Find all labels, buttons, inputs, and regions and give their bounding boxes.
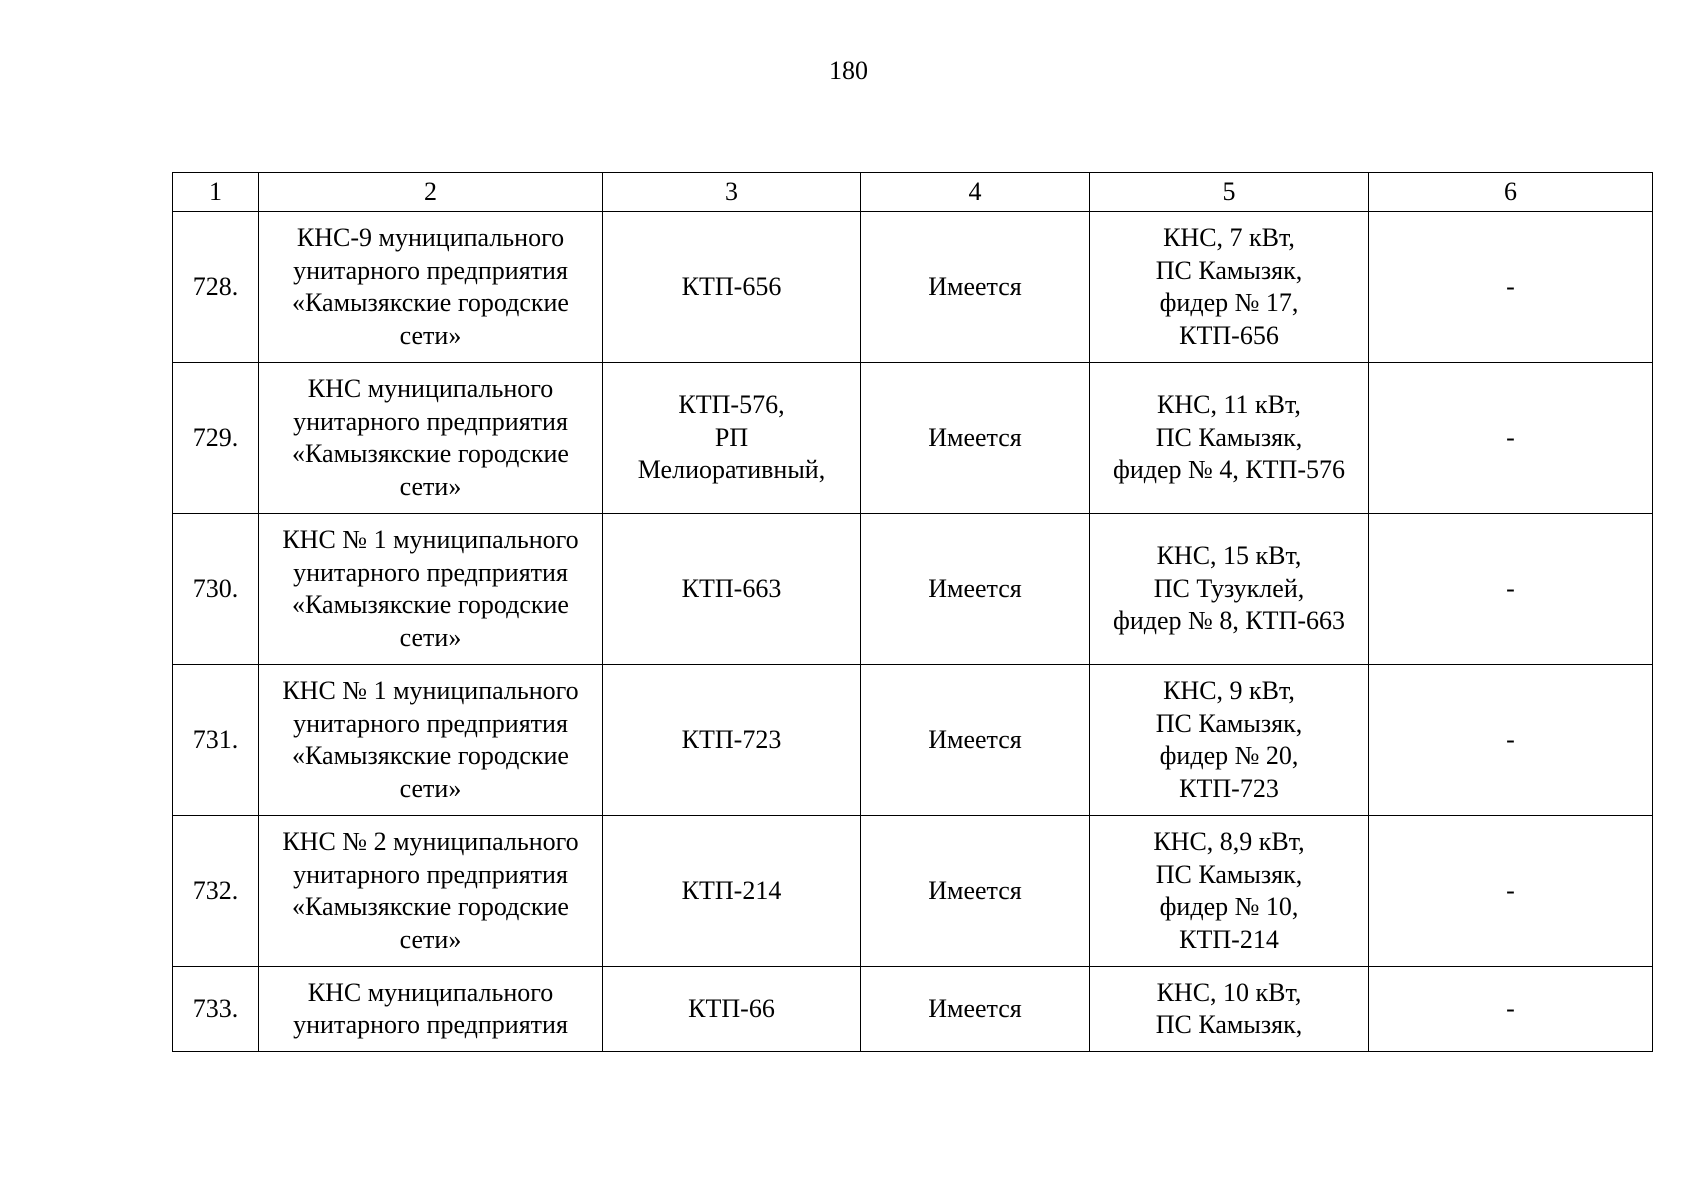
note: -: [1369, 212, 1653, 363]
connection-details: КНС, 9 кВт, ПС Камызяк, фидер № 20, КТП-723: [1090, 665, 1369, 816]
row-number: 729.: [173, 363, 259, 514]
substation: КТП-663: [603, 514, 861, 665]
connection-details: КНС, 8,9 кВт, ПС Камызяк, фидер № 10, КТП-214: [1090, 816, 1369, 967]
substation: КТП-723: [603, 665, 861, 816]
object-name: КНС № 1 муниципального унитарного предприятия «Камызякские городские сети»: [259, 665, 603, 816]
table-row: [173, 816, 1653, 967]
connection-details: КНС, 15 кВт, ПС Тузуклей, фидер № 8, КТП-663: [1090, 514, 1369, 665]
note: -: [1369, 665, 1653, 816]
note: -: [1369, 816, 1653, 967]
row-number: 733.: [173, 967, 259, 1052]
note: -: [1369, 967, 1653, 1052]
table-row: [173, 665, 1653, 816]
column-header-4: 4: [861, 173, 1090, 212]
substation: КТП-66: [603, 967, 861, 1052]
status: Имеется: [861, 967, 1090, 1052]
column-header-3: 3: [603, 173, 861, 212]
object-name: КНС муниципального унитарного предприятия: [259, 967, 603, 1052]
status: Имеется: [861, 816, 1090, 967]
status: Имеется: [861, 665, 1090, 816]
status: Имеется: [861, 363, 1090, 514]
note: -: [1369, 363, 1653, 514]
status: Имеется: [861, 514, 1090, 665]
substation: КТП-214: [603, 816, 861, 967]
note: -: [1369, 514, 1653, 665]
connection-details: КНС, 7 кВт, ПС Камызяк, фидер № 17, КТП-656: [1090, 212, 1369, 363]
object-name: КНС № 2 муниципального унитарного предприятия «Камызякские городские сети»: [259, 816, 603, 967]
status: Имеется: [861, 212, 1090, 363]
object-name: КНС № 1 муниципального унитарного предприятия «Камызякские городские сети»: [259, 514, 603, 665]
table-row: [173, 212, 1653, 363]
column-header-6: 6: [1369, 173, 1653, 212]
data-table: [172, 172, 1653, 1052]
substation: КТП-576, РП Мелиоративный,: [603, 363, 861, 514]
table-row: [173, 514, 1653, 665]
column-header-1: 1: [173, 173, 259, 212]
row-number: 728.: [173, 212, 259, 363]
column-header-2: 2: [259, 173, 603, 212]
object-name: КНС муниципального унитарного предприятия «Камызякские городские сети»: [259, 363, 603, 514]
connection-details: КНС, 10 кВт, ПС Камызяк,: [1090, 967, 1369, 1052]
page-number: 180: [829, 56, 868, 85]
row-number: 731.: [173, 665, 259, 816]
row-number: 730.: [173, 514, 259, 665]
header-row: [173, 173, 1653, 212]
connection-details: КНС, 11 кВт, ПС Камызяк, фидер № 4, КТП-576: [1090, 363, 1369, 514]
table-row: [173, 363, 1653, 514]
object-name: КНС-9 муниципального унитарного предприятия «Камызякские городские сети»: [259, 212, 603, 363]
substation: КТП-656: [603, 212, 861, 363]
row-number: 732.: [173, 816, 259, 967]
table-row: [173, 967, 1653, 1052]
column-header-5: 5: [1090, 173, 1369, 212]
